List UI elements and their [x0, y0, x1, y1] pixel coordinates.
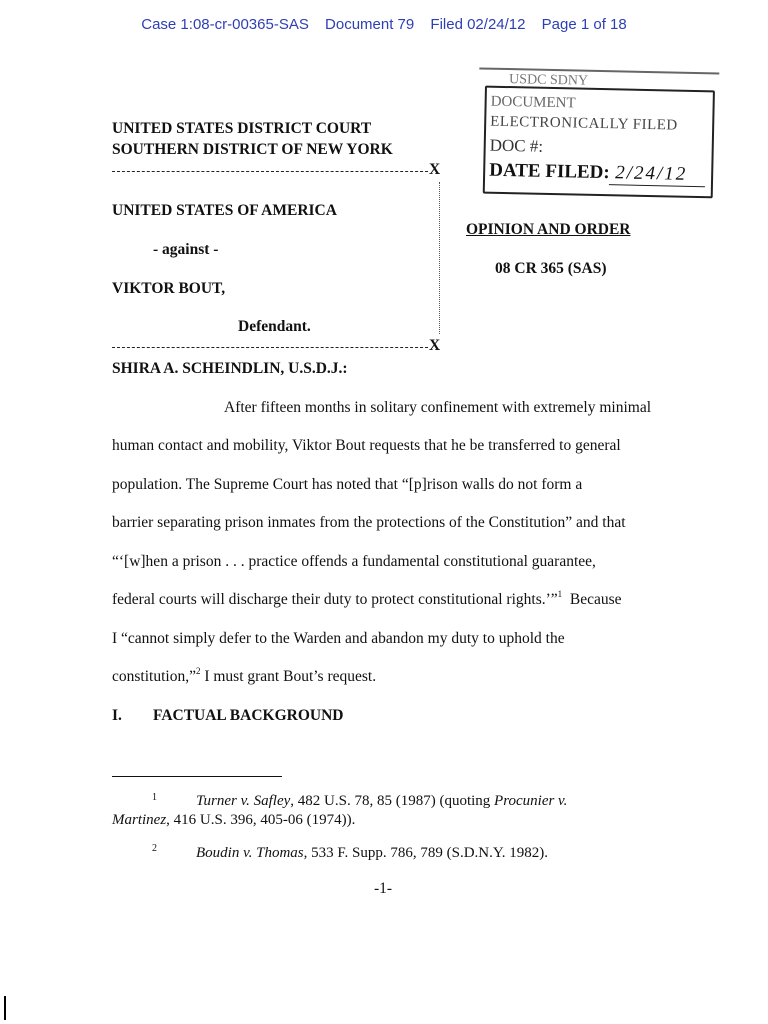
- stamp-line-doc: DOC #:: [489, 135, 544, 156]
- footnote-2-number: 2: [152, 843, 157, 854]
- caption-bottom-rule: [112, 347, 428, 348]
- section-number: I.: [112, 707, 122, 724]
- footnote-1-case2-cont: Martinez: [112, 812, 167, 828]
- footnote-1-cite: , 482 U.S. 78, 85 (1987) (quoting: [290, 793, 495, 809]
- stamp-line-document: DOCUMENT: [490, 93, 576, 112]
- body-line-6-tail: Because: [562, 591, 622, 608]
- plaintiff-name: UNITED STATES OF AMERICA: [112, 202, 337, 219]
- docket-number: 08 CR 365 (SAS): [495, 260, 607, 277]
- court-name: UNITED STATES DISTRICT COURT: [112, 120, 372, 137]
- opinion-title: OPINION AND ORDER: [466, 221, 631, 238]
- stamp-date-value: 2/24/12: [614, 162, 688, 185]
- footnote-1-number: 1: [152, 792, 157, 803]
- defendant-name: VIKTOR BOUT,: [112, 280, 226, 297]
- defendant-role: Defendant.: [238, 318, 311, 335]
- body-line-3: population. The Supreme Court has noted that “[p]rison walls do not form a: [112, 476, 583, 493]
- body-line-6: [112, 591, 622, 609]
- footnote-2-cite: , 533 F. Supp. 786, 789 (S.D.N.Y. 1982).: [303, 845, 549, 861]
- stamp-line-efiled: ELECTRONICALLY FILED: [490, 113, 678, 134]
- section-title: FACTUAL BACKGROUND: [153, 707, 344, 724]
- body-line-1: After fifteen months in solitary confinement with extremely minimal: [224, 399, 651, 416]
- footnote-separator: [112, 776, 282, 777]
- page-indicator: Page 1 of 18: [541, 16, 627, 33]
- body-line-7: I “cannot simply defer to the Warden and abandon my duty to uphold the: [112, 630, 565, 647]
- document-number: Document 79: [325, 16, 415, 33]
- footnote-1-line-1: [196, 793, 567, 810]
- ecf-header: [0, 16, 768, 33]
- body-line-6-text: federal courts will discharge their duty to protect constitutional rights.’”: [112, 591, 558, 608]
- filed-date: Filed 02/24/12: [430, 16, 526, 33]
- footnote-1-line-2: [112, 812, 355, 829]
- judge-name: SHIRA A. SCHEINDLIN, U.S.D.J.:: [112, 360, 348, 377]
- body-line-8-text: constitution,”: [112, 668, 196, 685]
- footnote-1-cite2: , 416 U.S. 396, 405-06 (1974)).: [166, 812, 356, 828]
- scan-margin-mark: [4, 996, 6, 1020]
- body-line-8: [112, 668, 376, 686]
- footnote-1-case2: Procunier v.: [494, 793, 568, 809]
- stamp-date-label: DATE FILED:: [488, 159, 610, 184]
- page-number: -1-: [374, 880, 393, 897]
- footnote-2-line: [196, 845, 548, 862]
- footnote-1-case: Turner v. Safley: [196, 793, 291, 809]
- body-line-5: “‘[w]hen a prison . . . practice offends a fundamental constitutional guarantee,: [112, 553, 596, 570]
- body-line-8-tail: I must grant Bout’s request.: [200, 668, 377, 685]
- filing-stamp: [477, 61, 726, 206]
- footnote-ref-2: 2: [195, 666, 201, 676]
- caption-top-rule: [112, 171, 428, 172]
- caption-bottom-x: X: [429, 337, 441, 354]
- body-line-2: human contact and mobility, Viktor Bout requests that he be transferred to general: [112, 437, 621, 454]
- caption-top-x: X: [429, 161, 441, 178]
- caption-vertical-rule: [439, 182, 440, 334]
- body-line-4: barrier separating prison inmates from the protections of the Constitution” and that: [112, 514, 626, 531]
- footnote-2-case: Boudin v. Thomas: [196, 845, 304, 861]
- stamp-line-usdc: USDC SDNY: [508, 72, 589, 89]
- against-label: - against -: [153, 241, 219, 258]
- court-district: SOUTHERN DISTRICT OF NEW YORK: [112, 141, 393, 158]
- case-number: Case 1:08-cr-00365-SAS: [141, 16, 309, 33]
- footnote-ref-1: 1: [557, 589, 563, 599]
